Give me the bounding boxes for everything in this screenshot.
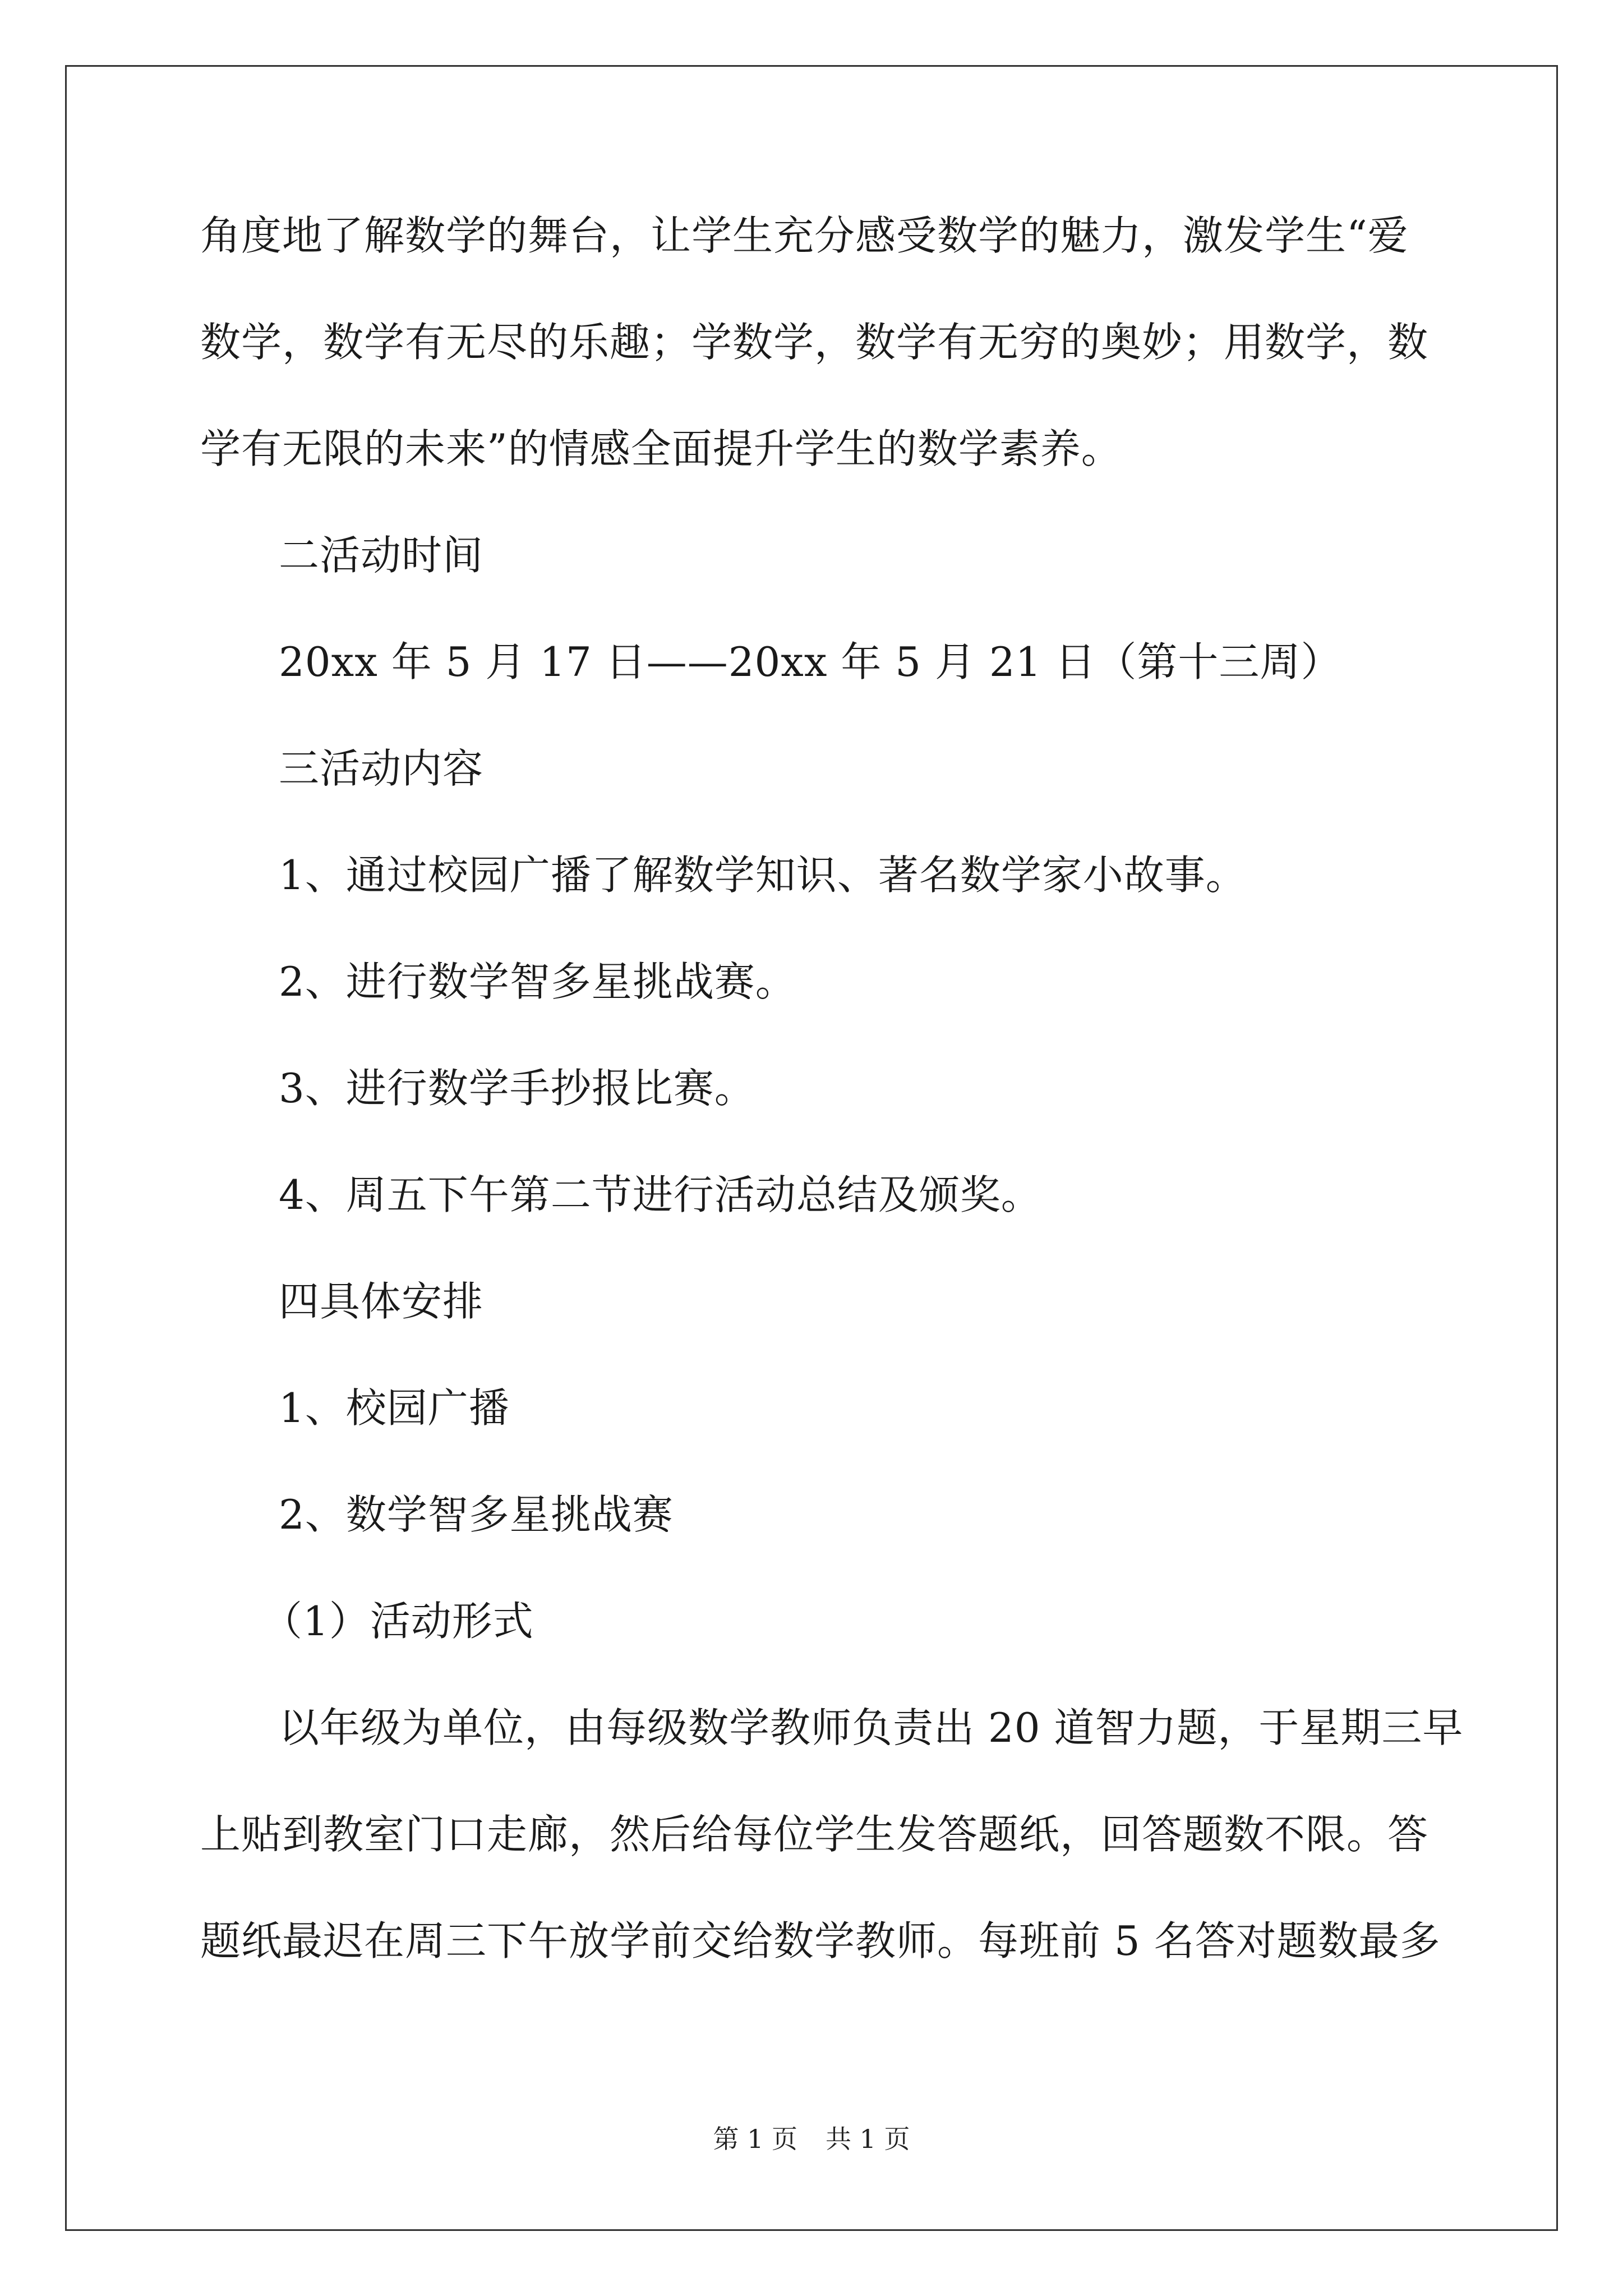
page-total: 共 1 页 [826, 2124, 910, 2154]
subsection-heading: （1）活动形式 [262, 1598, 534, 1645]
page-number: 第 1 页 [713, 2124, 797, 2154]
text-line: 数学，数学有无尽的乐趣；学数学，数学有无穷的奥妙；用数学，数 [200, 319, 1429, 366]
list-item: 2、进行数学智多星挑战赛。 [279, 958, 796, 1005]
list-item: 4、周五下午第二节进行活动总结及颁奖。 [279, 1171, 1042, 1218]
list-item: 3、进行数学手抄报比赛。 [279, 1065, 755, 1112]
date-range: 20xx 年 5 月 17 日——20xx 年 5 月 21 日（第十三周） [279, 638, 1342, 685]
section-heading: 四具体安排 [279, 1278, 484, 1325]
section-heading: 三活动内容 [279, 745, 484, 792]
page-footer [0, 2119, 1623, 2156]
text-line: 学有无限的未来”的情感全面提升学生的数学素养。 [200, 425, 1122, 472]
text-line: 角度地了解数学的舞台，让学生充分感受数学的魅力，激发学生“爱 [200, 212, 1409, 259]
list-item: 1、校园广播 [279, 1384, 510, 1432]
list-item: 2、数学智多星挑战赛 [279, 1491, 674, 1538]
document-body [200, 182, 1464, 1994]
text-line: 上贴到教室门口走廊，然后给每位学生发答题纸，回答题数不限。答 [200, 1811, 1429, 1858]
list-item: 1、通过校园广播了解数学知识、著名数学家小故事。 [279, 852, 1247, 899]
text-line: 题纸最迟在周三下午放学前交给数学教师。每班前 5 名答对题数最多 [200, 1917, 1441, 1964]
text-line: 以年级为单位，由每级数学教师负责出 20 道智力题，于星期三早 [279, 1704, 1464, 1751]
section-heading: 二活动时间 [279, 532, 484, 579]
